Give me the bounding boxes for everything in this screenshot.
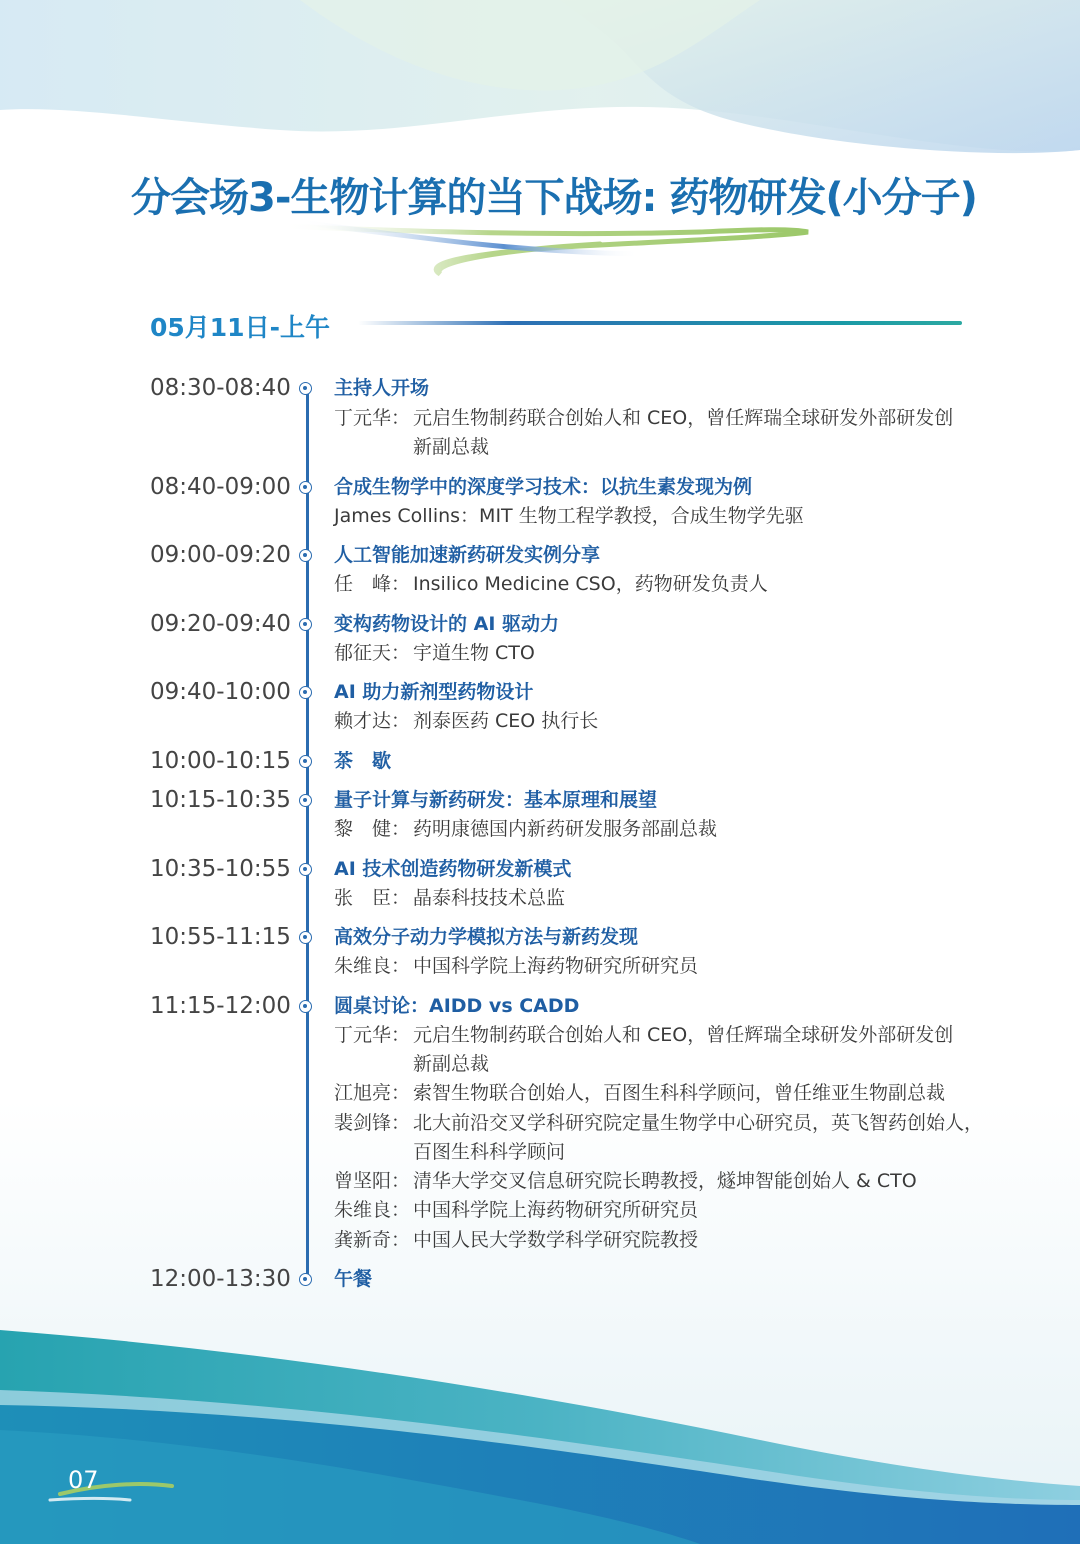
speaker-line <box>334 954 698 978</box>
speaker-line <box>334 886 565 910</box>
agenda-topic: 人工智能加速新药研发实例分享 <box>334 544 601 566</box>
speaker-line: James Collins：MIT 生物工程学教授，合成生物学先驱 <box>334 505 804 527</box>
agenda-time: 10:00-10:15 <box>150 748 291 774</box>
agenda-time: 12:00-13:30 <box>150 1266 291 1292</box>
agenda-topic: 主持人开场 <box>334 377 430 399</box>
agenda-topic: AI 助力新剂型药物设计 <box>334 681 534 703</box>
speaker-desc: 北大前沿交叉学科研究院定量生物学中心研究员，英飞智药创始人， <box>413 1112 984 1134</box>
speaker-line <box>334 1169 917 1193</box>
timeline-dot <box>299 549 312 562</box>
speaker-line <box>334 709 598 733</box>
agenda-time: 08:40-09:00 <box>150 474 291 500</box>
speaker-name: 赖才达： <box>334 710 411 732</box>
agenda-time: 09:40-10:00 <box>150 679 291 705</box>
agenda-time: 09:20-09:40 <box>150 611 291 637</box>
speaker-line <box>334 1228 698 1252</box>
agenda-topic: 量子计算与新药研发：基本原理和展望 <box>334 789 658 811</box>
agenda-time: 09:00-09:20 <box>150 542 291 568</box>
speaker-name: 朱维良： <box>334 1199 411 1221</box>
speaker-name: 丁元华： <box>334 1024 411 1046</box>
timeline-dot <box>299 794 312 807</box>
speaker-desc: 剂泰医药 CEO 执行长 <box>413 710 599 732</box>
agenda-time: 08:30-08:40 <box>150 375 291 401</box>
timeline-line <box>306 384 309 1278</box>
speaker-name: 郁征天： <box>334 642 411 664</box>
speaker-line <box>334 572 768 596</box>
speaker-name: 江旭亮： <box>334 1082 411 1104</box>
speaker-line <box>334 406 953 430</box>
section-date-heading: 05月11日-上午 <box>150 313 330 342</box>
speaker-line <box>334 817 717 841</box>
speaker-desc: 元启生物制药联合创始人和 CEO，曾任辉瑞全球研发外部研发创 <box>413 407 954 429</box>
speaker-name: 丁元华： <box>334 407 411 429</box>
timeline-dot <box>299 931 312 944</box>
agenda-topic: AI 技术创造药物研发新模式 <box>334 858 572 880</box>
speaker-name: 任 峰： <box>334 573 411 595</box>
timeline-dot <box>299 382 312 395</box>
speaker-desc: 索智生物联合创始人，百图生科科学顾问，曾任维亚生物副总裁 <box>413 1082 946 1104</box>
agenda-topic: 圆桌讨论：AIDD vs CADD <box>334 995 580 1017</box>
agenda-topic: 午餐 <box>334 1268 373 1290</box>
speaker-desc: 中国科学院上海药物研究所研究员 <box>413 1199 699 1221</box>
speaker-desc-continued: 新副总裁 <box>413 1053 490 1075</box>
speaker-line <box>334 1111 983 1135</box>
speaker-desc-continued: 新副总裁 <box>413 436 490 458</box>
speaker-desc: 药明康德国内新药研发服务部副总裁 <box>413 818 718 840</box>
agenda-time: 10:55-11:15 <box>150 924 291 950</box>
speaker-name: 龚新奇： <box>334 1229 411 1251</box>
speaker-line <box>334 1081 945 1105</box>
agenda-topic: 高效分子动力学模拟方法与新药发现 <box>334 926 639 948</box>
speaker-desc: 宇道生物 CTO <box>413 642 535 664</box>
speaker-line <box>334 1023 953 1047</box>
timeline-dot <box>299 1273 312 1286</box>
speaker-desc: 元启生物制药联合创始人和 CEO，曾任辉瑞全球研发外部研发创 <box>413 1024 954 1046</box>
speaker-desc: Insilico Medicine CSO，药物研发负责人 <box>413 573 768 595</box>
speaker-desc: 中国科学院上海药物研究所研究员 <box>413 955 699 977</box>
timeline-dot <box>299 686 312 699</box>
timeline-dot <box>299 481 312 494</box>
speaker-desc: 清华大学交叉信息研究院长聘教授，燧坤智能创始人 & CTO <box>413 1170 917 1192</box>
speaker-desc-continued: 百图生科科学顾问 <box>413 1141 566 1163</box>
page-title: 分会场3-生物计算的当下战场: 药物研发(小分子) <box>131 175 977 221</box>
speaker-desc: 晶泰科技技术总监 <box>413 887 566 909</box>
section-divider <box>358 321 962 325</box>
speaker-line <box>334 641 535 665</box>
timeline-dot <box>299 1000 312 1013</box>
speaker-name: 曾坚阳： <box>334 1170 411 1192</box>
speaker-line <box>334 1198 698 1222</box>
agenda-topic: 变构药物设计的 AI 驱动力 <box>334 613 560 635</box>
page-number: 07 <box>68 1466 99 1494</box>
agenda-topic: 合成生物学中的深度学习技术：以抗生素发现为例 <box>334 476 753 498</box>
timeline-dot <box>299 618 312 631</box>
speaker-desc: 中国人民大学数学科学研究院教授 <box>413 1229 699 1251</box>
timeline-dot <box>299 755 312 768</box>
speaker-name: 朱维良： <box>334 955 411 977</box>
speaker-name: 张 臣： <box>334 887 411 909</box>
timeline-dot <box>299 863 312 876</box>
agenda-time: 10:35-10:55 <box>150 856 291 882</box>
agenda-time: 11:15-12:00 <box>150 993 291 1019</box>
speaker-name: 裴剑锋： <box>334 1112 411 1134</box>
speaker-name: 黎 健： <box>334 818 411 840</box>
agenda-time: 10:15-10:35 <box>150 787 291 813</box>
agenda-topic: 茶 歇 <box>334 750 392 772</box>
